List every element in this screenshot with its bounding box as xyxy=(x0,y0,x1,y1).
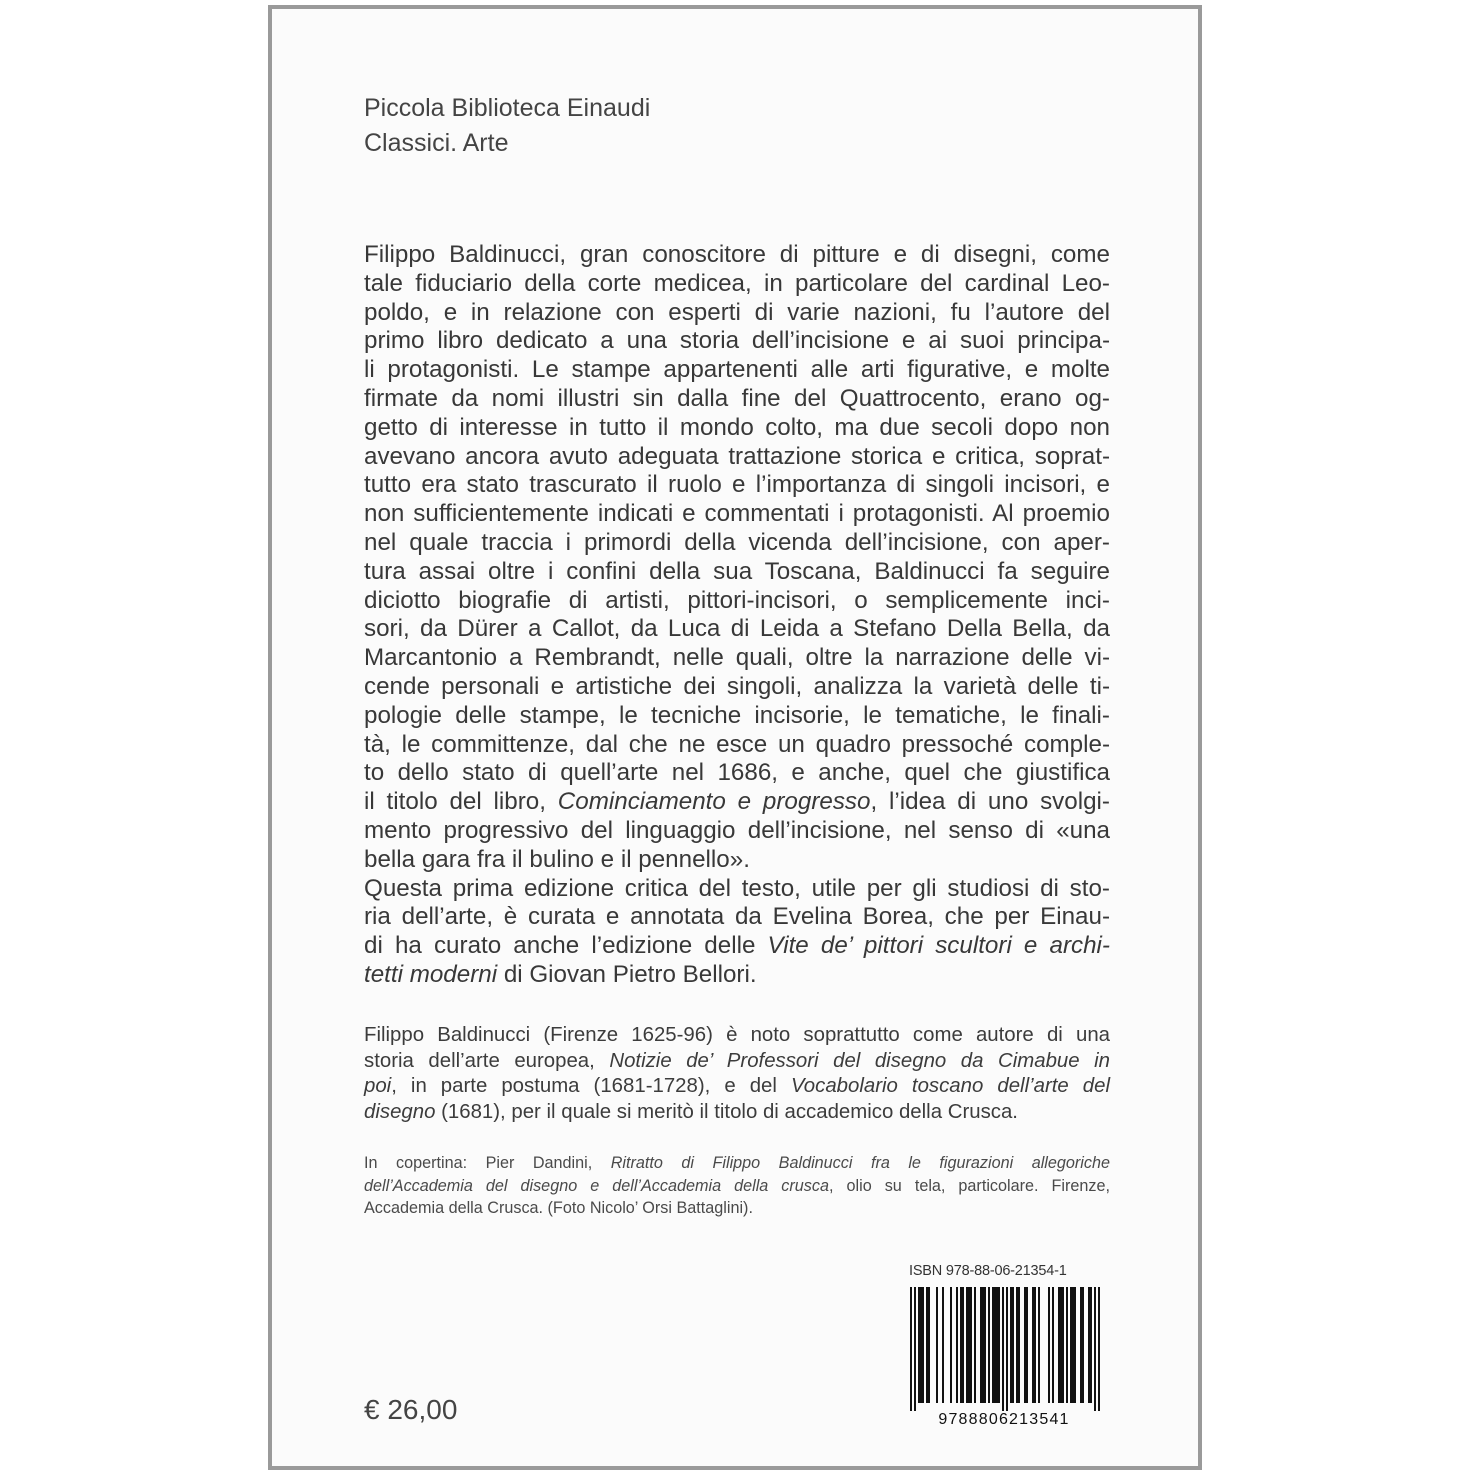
text-run: primo libro dedicato a una storia dell’incisione e ai suoi principa- xyxy=(364,327,1110,355)
text-line xyxy=(364,846,1110,875)
barcode-bar xyxy=(1066,1287,1068,1403)
barcode-bar xyxy=(1012,1287,1014,1403)
barcode-bar xyxy=(1016,1287,1018,1403)
text-run: ria dell’arte, è curata e annotata da Evelina Borea, che per Einau- xyxy=(364,903,1110,931)
barcode-bar xyxy=(1048,1287,1050,1403)
book-back-cover xyxy=(268,5,1202,1470)
text-line xyxy=(364,1100,1110,1126)
italic-text: Notizie de’ Professori del disegno da Cimabue in xyxy=(609,1049,1110,1072)
text-run: diciotto biografie di artisti, pittori-incisori, o semplicemente inci- xyxy=(364,586,1110,614)
barcode-bar xyxy=(942,1287,944,1403)
barcode-bar xyxy=(1060,1287,1062,1403)
text-run: bella gara fra il bulino e il pennello». xyxy=(364,845,750,873)
text-run: il titolo del libro, xyxy=(364,788,558,816)
text-run: pologie delle stampe, le tecniche incisorie, le tematiche, le finali- xyxy=(364,701,1110,729)
text-run: avevano ancora avuto adeguata trattazione storica e critica, soprat- xyxy=(364,442,1110,470)
text-run: tura assai oltre i confini della sua Toscana, Baldinucci fa seguire xyxy=(364,557,1110,585)
text-line xyxy=(364,615,1110,644)
italic-text: Vite de’ pittori scultori e archi- xyxy=(767,932,1110,960)
text-line xyxy=(364,471,1110,500)
text-run: Questa prima edizione critica del testo, utile per gli studiosi di sto- xyxy=(364,874,1110,902)
text-line xyxy=(364,731,1110,760)
barcode-bar xyxy=(1070,1287,1072,1403)
text-run: Accademia della Crusca. (Foto Nicolo’ Orsi Battaglini). xyxy=(364,1199,753,1217)
text-line xyxy=(364,673,1110,702)
text-line xyxy=(364,1049,1110,1075)
text-line xyxy=(364,903,1110,932)
text-line xyxy=(364,443,1110,472)
barcode-bar xyxy=(936,1287,938,1403)
barcode-bar xyxy=(920,1287,922,1403)
barcode-bar xyxy=(1006,1287,1008,1411)
barcode-bar xyxy=(1018,1287,1020,1403)
barcode-bar xyxy=(1058,1287,1060,1403)
italic-text: tetti moderni xyxy=(364,960,498,988)
text-line xyxy=(364,241,1110,270)
italic-text: Vocabolario toscano dell’arte del xyxy=(790,1075,1111,1097)
barcode-bar xyxy=(994,1287,996,1403)
barcode-bar xyxy=(960,1287,962,1403)
barcode-bar xyxy=(974,1287,976,1403)
text-line xyxy=(364,1023,1110,1049)
text-run: li protagonisti. Le stampe appartenenti alle arti figurative, e molte xyxy=(364,356,1110,384)
text-line xyxy=(364,558,1110,587)
text-line xyxy=(364,299,1110,328)
barcode-bar xyxy=(980,1287,982,1403)
text-run: to dello stato di quell’arte nel 1686, e anche, quel che giustifica xyxy=(364,759,1110,787)
barcode-bar xyxy=(1072,1287,1074,1403)
barcode-bar xyxy=(1002,1287,1004,1411)
barcode-bar xyxy=(984,1287,986,1403)
barcode-bar xyxy=(922,1287,924,1403)
text-line xyxy=(364,1175,1110,1198)
barcode-bar xyxy=(962,1287,964,1403)
text-run: mento progressivo del linguaggio dell’incisione, nel senso di «una xyxy=(364,816,1110,844)
price: € 26,00 xyxy=(364,1394,458,1425)
text-line xyxy=(364,356,1110,385)
text-run: nel quale traccia i primordi della vicenda dell’incisione, con aper- xyxy=(364,528,1110,556)
barcode-bar xyxy=(928,1287,930,1403)
isbn-label: ISBN 978-88-06-21354-1 xyxy=(909,1263,1067,1279)
text-run: tutto era stato trascurato il ruolo e l’importanza di singoli incisori, e xyxy=(364,471,1110,499)
series-heading xyxy=(364,91,650,161)
text-line xyxy=(364,1197,1110,1220)
italic-text: disegno xyxy=(364,1100,436,1123)
barcode-bar xyxy=(996,1287,998,1403)
text-line xyxy=(364,961,1110,990)
barcode-bar xyxy=(1088,1287,1090,1403)
text-line xyxy=(364,327,1110,356)
barcode-bar xyxy=(998,1287,1000,1403)
text-line xyxy=(364,587,1110,616)
text-line xyxy=(364,500,1110,529)
text-line xyxy=(364,932,1110,961)
barcode-bar xyxy=(1032,1287,1034,1403)
italic-text: Ritratto di Filippo Baldinucci fra le figurazioni allegoriche xyxy=(610,1154,1110,1172)
text-run: tale fiduciario della corte medicea, in particolare del cardinal Leo- xyxy=(364,269,1110,297)
barcode-bar xyxy=(1026,1287,1028,1403)
barcode-bar xyxy=(1034,1287,1036,1403)
text-line xyxy=(364,817,1110,846)
italic-text: poi xyxy=(364,1075,392,1097)
text-line xyxy=(364,759,1110,788)
barcode-bar xyxy=(1062,1287,1064,1403)
text-run: firmate da nomi illustri sin dalla fine del Quattrocento, erano og- xyxy=(364,384,1110,412)
text-run: getto di interesse in tutto il mondo colto, ma due secoli dopo non xyxy=(364,413,1110,441)
barcode-bar xyxy=(1010,1287,1012,1403)
barcode-bar xyxy=(1024,1287,1026,1403)
barcode-bar xyxy=(968,1287,970,1403)
series-subtitle: Classici. Arte xyxy=(364,129,509,157)
text-run: , l’idea di uno svolgi- xyxy=(870,788,1110,816)
description-text xyxy=(364,241,1110,990)
text-run: non sufficientemente indicati e commentati i protagonisti. Al proemio xyxy=(364,500,1110,528)
italic-text: dell’Accademia del disegno e dell’Accademia della crusca xyxy=(364,1176,829,1195)
text-run: tà, le committenze, dal che ne esce un quadro pressoché comple- xyxy=(364,730,1110,758)
barcode-bar xyxy=(1090,1287,1092,1403)
barcode-bar xyxy=(966,1287,968,1403)
text-line xyxy=(364,702,1110,731)
text-line xyxy=(364,414,1110,443)
text-run: di ha curato anche l’edizione delle xyxy=(364,932,768,960)
barcode-bar xyxy=(950,1287,952,1403)
barcode-bar xyxy=(1052,1287,1054,1403)
text-run: poldo, e in relazione con esperti di varie nazioni, fu l’autore del xyxy=(364,298,1110,326)
barcode-bar xyxy=(1094,1287,1096,1411)
text-run: di Giovan Pietro Bellori. xyxy=(497,960,757,988)
barcode-bar xyxy=(982,1287,984,1403)
text-line xyxy=(364,644,1110,673)
text-run: Marcantonio a Rembrandt, nelle quali, oltre la narrazione delle vi- xyxy=(364,644,1110,672)
barcode-bar xyxy=(970,1287,972,1403)
text-line xyxy=(364,875,1110,904)
text-run: (1681), per il quale si meritò il titolo di accademico della Crusca. xyxy=(435,1100,1018,1123)
author-bio xyxy=(364,1023,1110,1125)
barcode-bar xyxy=(1098,1287,1100,1411)
barcode-bar xyxy=(926,1287,928,1403)
barcode-bar xyxy=(1038,1287,1040,1403)
cover-credit xyxy=(364,1152,1110,1220)
barcode xyxy=(898,1287,1110,1427)
text-run: cende personali e artistiche dei singoli, analizza la varietà delle ti- xyxy=(364,672,1110,700)
barcode-bar xyxy=(914,1287,916,1411)
barcode-bar xyxy=(992,1287,994,1403)
italic-text: Cominciamento e progresso xyxy=(557,788,871,816)
text-line xyxy=(364,270,1110,299)
text-run: storia dell’arte europea, xyxy=(364,1049,610,1072)
barcode-bar xyxy=(918,1287,920,1403)
barcode-bar xyxy=(1074,1287,1076,1403)
text-line xyxy=(364,788,1110,817)
barcode-bar xyxy=(1082,1287,1084,1403)
barcode-bar xyxy=(1080,1287,1082,1403)
text-run: Filippo Baldinucci, gran conoscitore di pitture e di disegni, come xyxy=(364,241,1110,268)
text-run: , olio su tela, particolare. Firenze, xyxy=(829,1176,1110,1195)
text-line xyxy=(364,385,1110,414)
barcode-bar xyxy=(956,1287,958,1403)
text-line xyxy=(364,529,1110,558)
text-run: Filippo Baldinucci (Firenze 1625-96) è noto soprattutto come autore di una xyxy=(364,1024,1110,1046)
barcode-digits: 9788806213541 xyxy=(938,1411,1070,1427)
barcode-bar xyxy=(988,1287,990,1403)
text-line xyxy=(364,1074,1110,1100)
text-line xyxy=(364,1152,1110,1175)
barcode-bar xyxy=(910,1287,912,1411)
series-name: Piccola Biblioteca Einaudi xyxy=(364,94,651,122)
text-run: , in parte postuma (1681-1728), e del xyxy=(391,1075,791,1097)
text-run: sori, da Dürer a Callot, da Luca di Leida a Stefano Della Bella, da xyxy=(364,615,1110,643)
text-run: In copertina: Pier Dandini, xyxy=(364,1154,611,1172)
